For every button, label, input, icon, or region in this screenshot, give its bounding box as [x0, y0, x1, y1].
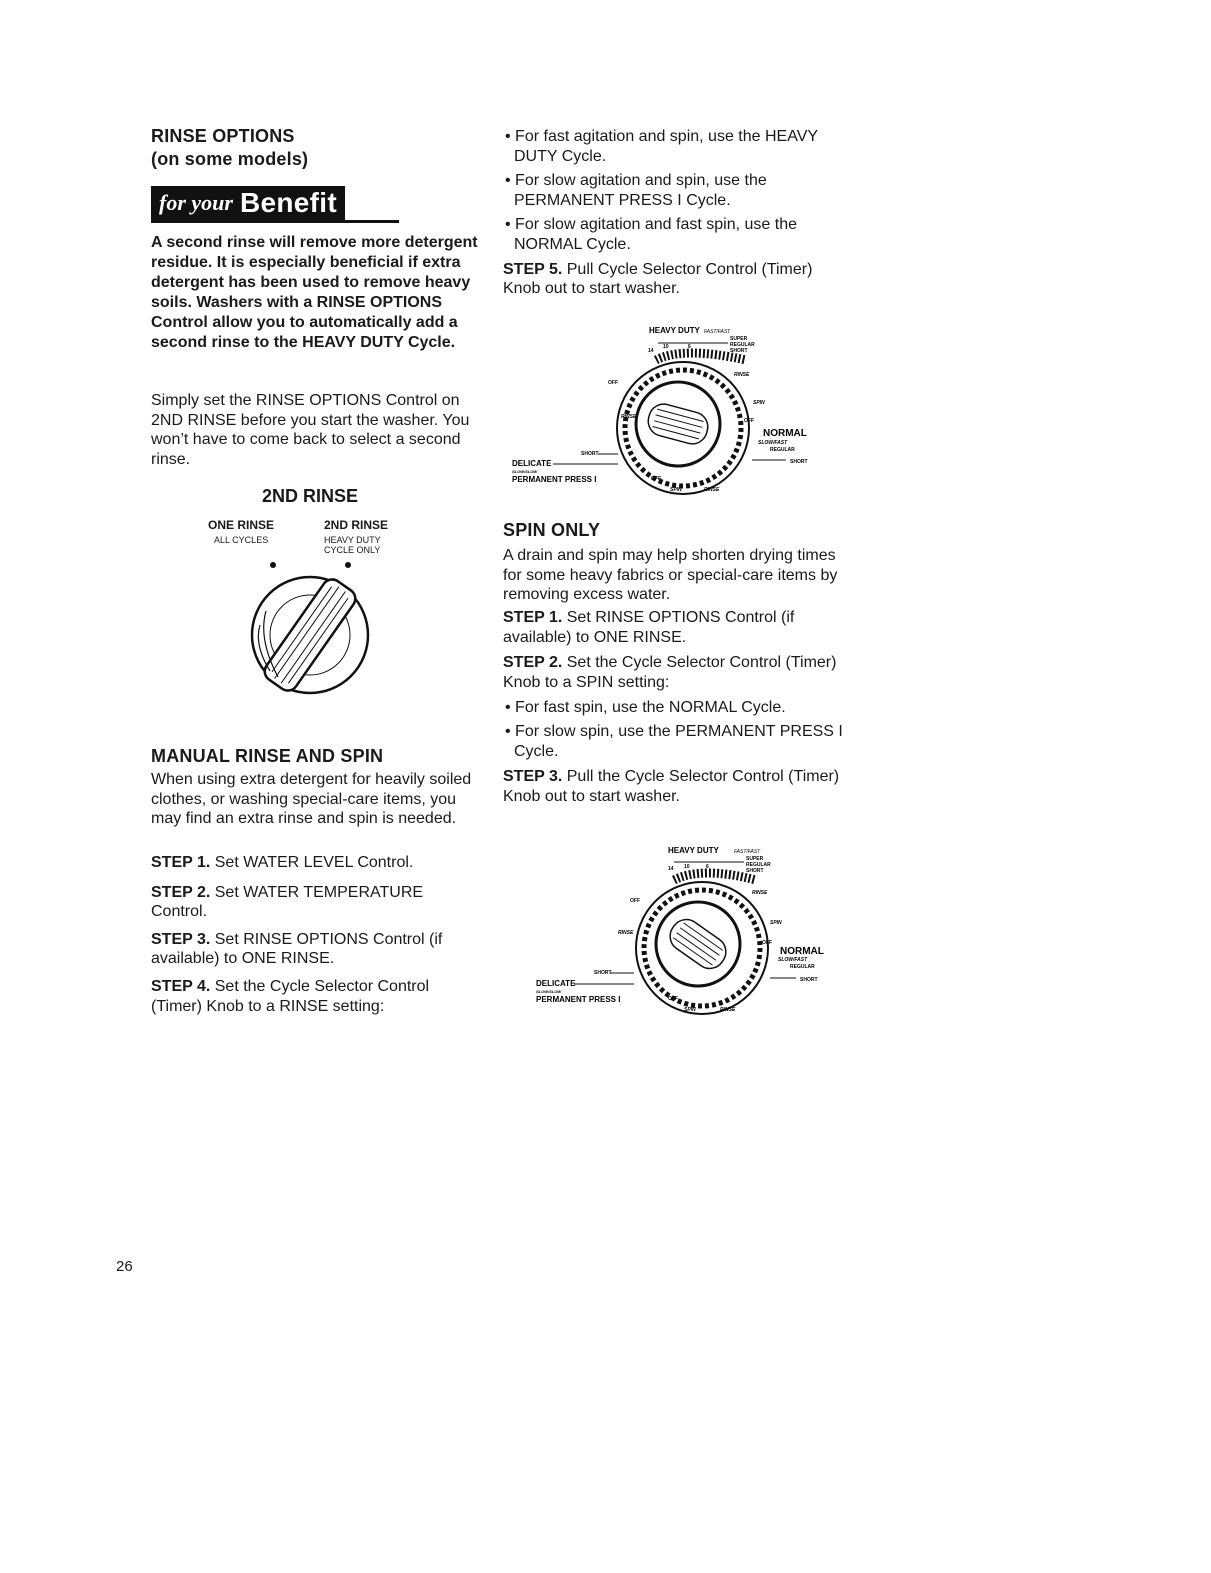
svg-text:10: 10 — [663, 344, 669, 350]
step-5: STEP 5. Pull Cycle Selector Control (Timer) Knob out to start washer. — [503, 260, 813, 298]
spin-bullet-slow: • For slow spin, use the PERMANENT PRESS I Cycle. — [505, 722, 843, 760]
bullet-heavy-duty: • For fast agitation and spin, use the HEAVY DUTY Cycle. — [505, 128, 818, 165]
svg-text:SLOW/FAST: SLOW/FAST — [778, 957, 808, 963]
benefit-big-text: Benefit — [239, 187, 337, 218]
dial2-normal-label: NORMAL — [780, 946, 824, 957]
svg-text:REGULAR: REGULAR — [730, 342, 755, 348]
svg-text:OFF: OFF — [651, 476, 661, 482]
svg-text:RINSE: RINSE — [734, 372, 750, 378]
svg-text:SUPER: SUPER — [746, 856, 764, 862]
svg-text:OFF: OFF — [630, 898, 640, 904]
svg-text:RINSE: RINSE — [704, 487, 720, 493]
svg-text:SLOW/FAST: SLOW/FAST — [758, 440, 788, 446]
svg-text:SHORT: SHORT — [800, 977, 818, 983]
dial1-heavy-duty-label: HEAVY DUTY — [649, 326, 700, 335]
svg-text:14: 14 — [668, 866, 674, 872]
svg-text:RINSE: RINSE — [618, 930, 634, 936]
manual-steps — [151, 853, 481, 1016]
svg-text:REGULAR: REGULAR — [770, 447, 795, 453]
knob-right-sublabel2: CYCLE ONLY — [324, 545, 381, 555]
knob-right-label: 2ND RINSE — [324, 518, 389, 532]
dial1-permanent-press-label: PERMANENT PRESS I — [512, 475, 597, 484]
spin-only-steps — [503, 608, 843, 806]
benefit-small-text: for your — [159, 190, 233, 215]
svg-text:SPIN: SPIN — [684, 1007, 696, 1013]
svg-text:SHORT: SHORT — [790, 459, 808, 465]
manual-step-2: STEP 2. Set WATER TEMPERATURE Control. — [151, 883, 424, 921]
svg-text:SPIN: SPIN — [670, 487, 682, 493]
svg-text:SHORT: SHORT — [746, 868, 764, 874]
spin-only-intro: A drain and spin may help shorten drying times for some heavy fabrics or special-care items by removing excess water. — [503, 547, 838, 604]
svg-text:OFF: OFF — [762, 940, 772, 946]
knob-right-sublabel1: HEAVY DUTY — [324, 535, 381, 545]
svg-text:REGULAR: REGULAR — [746, 862, 771, 868]
manual-step-3: STEP 3. Set RINSE OPTIONS Control (if available) to ONE RINSE. — [151, 930, 443, 968]
svg-text:SHORT: SHORT — [581, 451, 599, 457]
agitation-bullets — [503, 127, 843, 299]
svg-text:FAST/FAST: FAST/FAST — [704, 329, 731, 335]
svg-text:14: 14 — [648, 348, 654, 354]
bullet-permanent-press: • For slow agitation and spin, use the PERMANENT PRESS I Cycle. — [505, 172, 767, 209]
spin-step-2: STEP 2. Set the Cycle Selector Control (Timer) Knob to a SPIN setting: — [503, 654, 837, 691]
dial1-normal-label: NORMAL — [763, 428, 807, 439]
spin-bullet-fast: • For fast spin, use the NORMAL Cycle. — [505, 699, 786, 717]
cycle-dial-illustration-rinse — [508, 318, 828, 503]
spin-step-1: STEP 1. Set RINSE OPTIONS Control (if available) to ONE RINSE. — [503, 609, 795, 646]
svg-text:REGULAR: REGULAR — [790, 964, 815, 970]
rinse-options-title: RINSE OPTIONS — [151, 126, 295, 146]
rinse-options-knob-illustration — [240, 555, 380, 695]
svg-text:SHORT: SHORT — [594, 970, 612, 976]
dial2-heavy-duty-label: HEAVY DUTY — [668, 846, 719, 855]
for-your-benefit-banner — [151, 186, 399, 223]
manual-step-1: STEP 1. Set WATER LEVEL Control. — [151, 854, 414, 871]
svg-text:SLOW/SLOW: SLOW/SLOW — [536, 989, 562, 994]
svg-text:OFF: OFF — [608, 380, 618, 386]
dial2-delicate-label: DELICATE — [536, 979, 576, 988]
rinse-options-subtitle: (on some models) — [151, 149, 309, 169]
knob-left-label: ONE RINSE — [208, 518, 275, 532]
svg-text:SPIN: SPIN — [770, 920, 782, 926]
knob-title: 2ND RINSE — [262, 486, 359, 506]
svg-text:6: 6 — [706, 864, 709, 870]
svg-text:SLOW/SLOW: SLOW/SLOW — [512, 469, 538, 474]
svg-text:OFF: OFF — [744, 418, 754, 424]
simply-set-text: Simply set the RINSE OPTIONS Control on 2ND RINSE before you start the washer. You won’t have to come back to select a second rinse. — [151, 392, 470, 468]
svg-text:RINSE: RINSE — [720, 1007, 736, 1013]
cycle-dial-illustration-spin — [534, 838, 844, 1023]
svg-text:SPIN: SPIN — [753, 400, 765, 406]
svg-text:SHORT: SHORT — [730, 348, 748, 354]
svg-text:RINSE: RINSE — [621, 414, 637, 420]
svg-text:10: 10 — [684, 864, 690, 870]
spin-only-title: SPIN ONLY — [503, 520, 601, 540]
benefit-text: A second rinse will remove more detergent residue. It is especially beneficial if extra detergent has been used to remove heavy soils. Washers with a RINSE OPTIONS Control allow you to automatically add a second rinse to the HEAVY DUTY Cycle. — [151, 234, 478, 351]
dial2-permanent-press-label: PERMANENT PRESS I — [536, 995, 621, 1004]
bullet-normal: • For slow agitation and fast spin, use the NORMAL Cycle. — [505, 216, 797, 253]
svg-text:OFF: OFF — [668, 996, 678, 1002]
svg-text:RINSE: RINSE — [752, 890, 768, 896]
knob-left-sublabel: ALL CYCLES — [214, 535, 269, 545]
manual-step-4: STEP 4. Set the Cycle Selector Control (Timer) Knob to a RINSE setting: — [151, 977, 430, 1015]
dial1-delicate-label: DELICATE — [512, 459, 552, 468]
page-number: 26 — [116, 1258, 133, 1275]
svg-text:6: 6 — [688, 344, 691, 350]
manual-rinse-spin-title: MANUAL RINSE AND SPIN — [151, 746, 384, 766]
svg-text:FAST/FAST: FAST/FAST — [734, 849, 761, 855]
spin-step-3: STEP 3. Pull the Cycle Selector Control (Timer) Knob out to start washer. — [503, 768, 840, 805]
manual-intro-text: When using extra detergent for heavily soiled clothes, or washing special-care items, you may find an extra rinse and spin is needed. — [151, 771, 472, 828]
svg-text:SUPER: SUPER — [730, 336, 748, 342]
